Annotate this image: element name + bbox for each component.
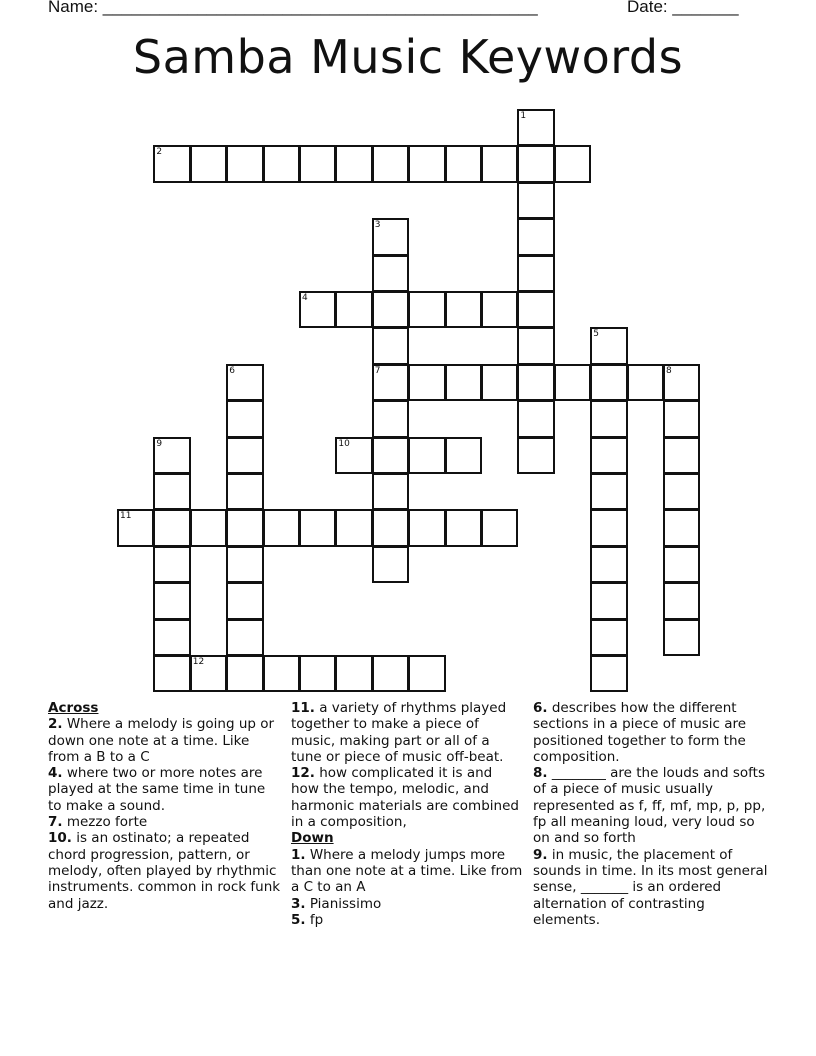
clue-number: 10 — [338, 438, 350, 449]
grid-cell[interactable] — [372, 364, 409, 401]
grid-cell[interactable] — [590, 364, 627, 401]
clue-number: 10. — [48, 830, 72, 847]
clue-number: 5 — [593, 329, 599, 340]
grid-cell[interactable] — [517, 182, 554, 219]
grid-cell[interactable] — [481, 291, 518, 328]
grid-cell[interactable] — [153, 473, 190, 510]
across-heading: Across — [48, 700, 99, 716]
grid-cell[interactable] — [408, 145, 445, 182]
grid-cell[interactable] — [663, 582, 700, 619]
clue-number: 6. — [533, 700, 548, 716]
clue-item — [48, 830, 283, 911]
grid-cell[interactable] — [372, 291, 409, 328]
grid-cell[interactable] — [226, 437, 263, 474]
clue-number: 7 — [374, 365, 381, 376]
grid-cell[interactable] — [627, 364, 664, 401]
grid-cell[interactable] — [153, 655, 190, 692]
grid-cell[interactable] — [153, 509, 190, 546]
clue-item — [291, 700, 523, 765]
clue-item — [291, 847, 523, 896]
grid-cell[interactable] — [335, 145, 372, 182]
clue-number: 2. — [48, 716, 63, 733]
clue-item — [533, 847, 773, 928]
grid-cell[interactable] — [226, 655, 263, 692]
grid-cell[interactable] — [517, 400, 554, 437]
clue-item — [48, 814, 283, 830]
grid-cell[interactable] — [445, 145, 482, 182]
clue-item — [291, 765, 523, 830]
grid-cell[interactable] — [263, 509, 300, 546]
clue-text: Pianissimo — [309, 895, 382, 912]
grid-cell[interactable] — [663, 364, 700, 401]
page-title: Samba Music Keywords — [132, 30, 684, 84]
grid-cell[interactable] — [372, 255, 409, 292]
grid-cell[interactable] — [335, 655, 372, 692]
grid-cell[interactable] — [153, 437, 190, 474]
clue-number: 9. — [533, 846, 548, 863]
clues-column-2 — [291, 700, 523, 928]
clue-number: 11 — [120, 511, 132, 522]
clue-text: is an ostinato; a repeated chord progression, pattern, or melody, often played by rhythmic instruments. common in rock funk and jazz. — [48, 830, 281, 912]
grid-cell[interactable] — [153, 582, 190, 619]
grid-cell[interactable] — [445, 364, 482, 401]
clue-text: fp — [309, 911, 324, 928]
grid-cell[interactable] — [299, 291, 336, 328]
clue-text: where two or more notes are played at the same time in tune to make a sound. — [48, 765, 266, 814]
grid-cell[interactable] — [445, 437, 482, 474]
grid-cell[interactable] — [590, 400, 627, 437]
clue-number: 11. — [291, 700, 315, 716]
grid-cell[interactable] — [372, 437, 409, 474]
clue-text: Where a melody is going up or down one note at a time. Like from a B to a C — [48, 716, 275, 765]
grid-cell[interactable] — [153, 546, 190, 583]
grid-cell[interactable] — [554, 364, 591, 401]
clue-number: 1. — [291, 846, 306, 863]
grid-cell[interactable] — [299, 509, 336, 546]
grid-cell[interactable] — [663, 400, 700, 437]
clue-number: 12. — [291, 765, 315, 782]
grid-cell[interactable] — [226, 145, 263, 182]
grid-cell[interactable] — [190, 509, 227, 546]
grid-cell[interactable] — [663, 546, 700, 583]
clue-text: ________ are the louds and softs of a piece of music usually represented as f, ff, mf, mp, p, pp, fp all meaning loud, very loud so on and so forth — [533, 765, 766, 847]
grid-cell[interactable] — [663, 437, 700, 474]
grid-cell[interactable] — [372, 509, 409, 546]
grid-cell[interactable] — [372, 218, 409, 255]
grid-cell[interactable] — [117, 509, 154, 546]
grid-cell[interactable] — [335, 437, 372, 474]
clue-number: 7. — [48, 814, 63, 831]
grid-cell[interactable] — [517, 255, 554, 292]
clue-number: 3. — [291, 895, 306, 912]
clue-item — [291, 896, 523, 912]
grid-cell[interactable] — [481, 145, 518, 182]
grid-cell[interactable] — [408, 364, 445, 401]
grid-cell[interactable] — [335, 509, 372, 546]
grid-cell[interactable] — [517, 291, 554, 328]
grid-cell[interactable] — [590, 327, 627, 364]
grid-cell[interactable] — [590, 437, 627, 474]
clue-number: 1 — [520, 111, 527, 121]
grid-cell[interactable] — [263, 655, 300, 692]
clue-text: in music, the placement of sounds in time. In its most general sense, _______ is an ordered alternation of contrasting elements. — [533, 846, 768, 928]
clue-text: Where a melody jumps more than one note at a time. Like from a C to an A — [291, 846, 523, 896]
grid-cell[interactable] — [408, 509, 445, 546]
clue-number: 2 — [156, 147, 163, 158]
clue-item — [48, 716, 283, 765]
clues-column-3 — [533, 700, 773, 928]
grid-cell[interactable] — [372, 400, 409, 437]
clue-text: describes how the different sections in a piece of music are positioned together to form the composition. — [533, 700, 747, 765]
clue-number: 8. — [533, 765, 548, 782]
grid-cell[interactable] — [663, 619, 700, 656]
grid-cell[interactable] — [590, 582, 627, 619]
clue-item — [291, 912, 523, 928]
grid-cell[interactable] — [226, 509, 263, 546]
grid-cell[interactable] — [372, 655, 409, 692]
clue-item — [533, 700, 773, 765]
grid-cell[interactable] — [408, 291, 445, 328]
clue-text: how complicated it is and how the tempo, melodic, and harmonic materials are combined in a composition, — [291, 765, 519, 831]
clue-number: 12 — [192, 657, 205, 667]
grid-cell[interactable] — [517, 437, 554, 474]
grid-cell[interactable] — [408, 655, 445, 692]
clue-number: 3 — [374, 220, 381, 231]
grid-cell[interactable] — [299, 655, 336, 692]
clue-number: 6 — [229, 365, 235, 376]
clue-number: 4. — [48, 765, 63, 782]
grid-cell[interactable] — [517, 327, 554, 364]
clue-number: 9 — [156, 438, 163, 449]
grid-cell[interactable] — [663, 509, 700, 546]
grid-cell[interactable] — [517, 364, 554, 401]
grid-cell[interactable] — [153, 145, 190, 182]
clue-number: 4 — [302, 293, 308, 303]
grid-cell[interactable] — [372, 473, 409, 510]
grid-cell[interactable] — [590, 655, 627, 692]
grid-cell[interactable] — [226, 473, 263, 510]
grid-cell[interactable] — [554, 145, 591, 182]
down-heading: Down — [291, 830, 334, 847]
grid-cell[interactable] — [226, 364, 263, 401]
grid-cell[interactable] — [590, 619, 627, 656]
grid-cell[interactable] — [153, 619, 190, 656]
grid-cell[interactable] — [226, 400, 263, 437]
grid-cell[interactable] — [190, 655, 227, 692]
grid-cell[interactable] — [481, 364, 518, 401]
clues-column-1 — [48, 700, 283, 912]
grid-cell[interactable] — [372, 145, 409, 182]
grid-cell[interactable] — [263, 145, 300, 182]
clue-text: a variety of rhythms played together to make a piece of music, making part or all of a tune or piece of music off-beat. — [291, 700, 507, 765]
grid-cell[interactable] — [663, 473, 700, 510]
clue-number: 8 — [666, 365, 672, 376]
grid-cell[interactable] — [517, 218, 554, 255]
clue-item — [533, 765, 773, 846]
date-field[interactable]: Date: _______ — [627, 0, 739, 16]
grid-cell[interactable] — [590, 509, 627, 546]
grid-cell[interactable] — [408, 437, 445, 474]
clue-text: mezzo forte — [66, 814, 148, 831]
grid-cell[interactable] — [226, 546, 263, 583]
grid-cell[interactable] — [445, 291, 482, 328]
grid-cell[interactable] — [226, 619, 263, 656]
grid-cell[interactable] — [590, 473, 627, 510]
grid-cell[interactable] — [335, 291, 372, 328]
clue-item — [48, 765, 283, 814]
clue-number: 5. — [291, 911, 306, 928]
grid-cell[interactable] — [226, 582, 263, 619]
grid-cell[interactable] — [517, 109, 554, 146]
grid-cell[interactable] — [372, 546, 409, 583]
grid-cell[interactable] — [517, 145, 554, 182]
grid-cell[interactable] — [481, 509, 518, 546]
grid-cell[interactable] — [372, 327, 409, 364]
grid-cell[interactable] — [590, 546, 627, 583]
grid-cell[interactable] — [299, 145, 336, 182]
name-field[interactable]: Name: ______________________________________________ — [48, 0, 538, 16]
grid-cell[interactable] — [190, 145, 227, 182]
grid-cell[interactable] — [445, 509, 482, 546]
